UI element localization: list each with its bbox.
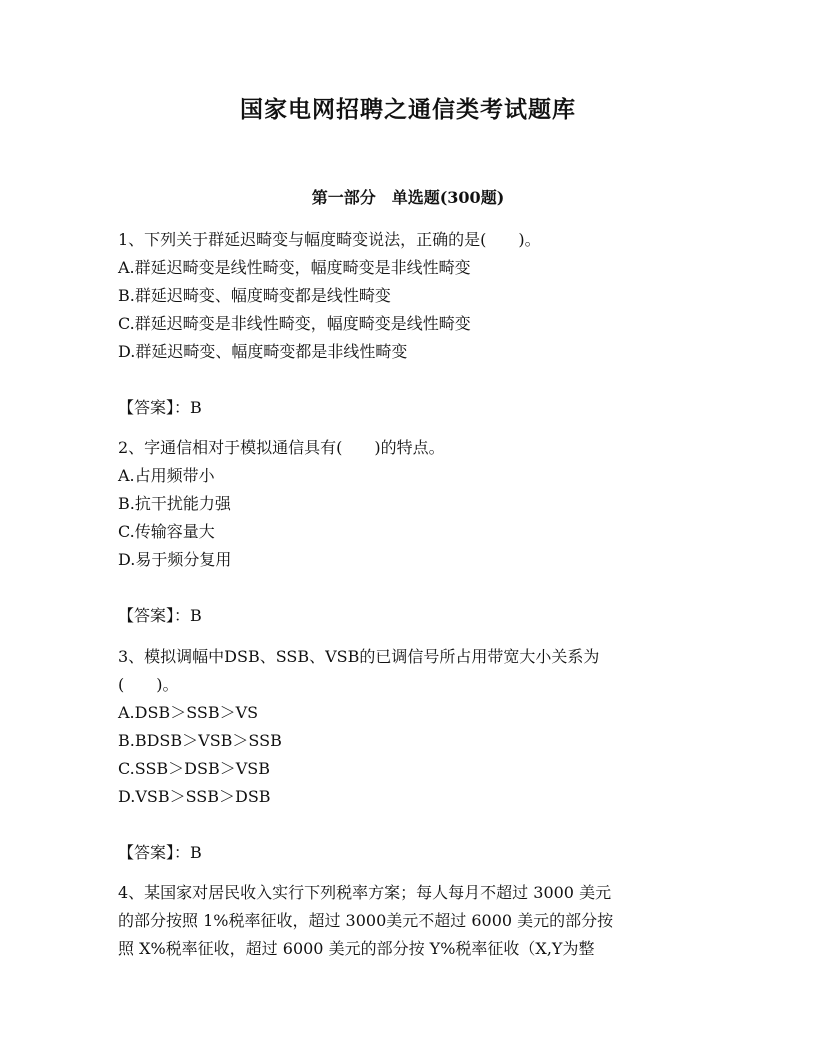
option-d: D.VSB＞SSB＞DSB: [118, 787, 271, 806]
question-stem-continued: 的部分按照 1%税率征收，超过 3000美元不超过 6000 美元的部分按: [118, 911, 614, 930]
option-c: C.SSB＞DSB＞VSB: [118, 759, 270, 778]
question-stem-continued: 照 X%税率征收，超过 6000 美元的部分按 Y%税率征收（X,Y为整: [118, 939, 595, 958]
question-stem: 2、字通信相对于模拟通信具有( )的特点。: [118, 438, 445, 457]
option-d: D.易于频分复用: [118, 550, 232, 569]
option-b: B.抗干扰能力强: [118, 494, 231, 513]
option-c: C.群延迟畸变是非线性畸变，幅度畸变是线性畸变: [118, 314, 471, 333]
question-stem: 1、下列关于群延迟畸变与幅度畸变说法，正确的是( )。: [118, 230, 541, 249]
option-a: A.DSB＞SSB＞VS: [118, 703, 259, 722]
option-a: A.占用频带小: [118, 466, 215, 485]
option-b: B.BDSB＞VSB＞SSB: [118, 731, 282, 750]
option-c: C.传输容量大: [118, 522, 215, 541]
question-stem: 3、模拟调幅中DSB、SSB、VSB的已调信号所占用带宽大小关系为: [118, 647, 600, 666]
page-title: 国家电网招聘之通信类考试题库: [240, 96, 576, 123]
option-d: D.群延迟畸变、幅度畸变都是非线性畸变: [118, 342, 408, 361]
answer-label: 【答案】：B: [118, 606, 202, 625]
option-b: B.群延迟畸变、幅度畸变都是线性畸变: [118, 286, 391, 305]
question-stem: 4、某国家对居民收入实行下列税率方案；每人每月不超过 3000 美元: [118, 883, 612, 902]
question-stem-continued: ( )。: [118, 675, 179, 694]
answer-label: 【答案】：B: [118, 398, 202, 417]
option-a: A.群延迟畸变是线性畸变，幅度畸变是非线性畸变: [118, 258, 471, 277]
answer-label: 【答案】：B: [118, 843, 202, 862]
section-title: 第一部分 单选题(300题): [311, 188, 505, 207]
